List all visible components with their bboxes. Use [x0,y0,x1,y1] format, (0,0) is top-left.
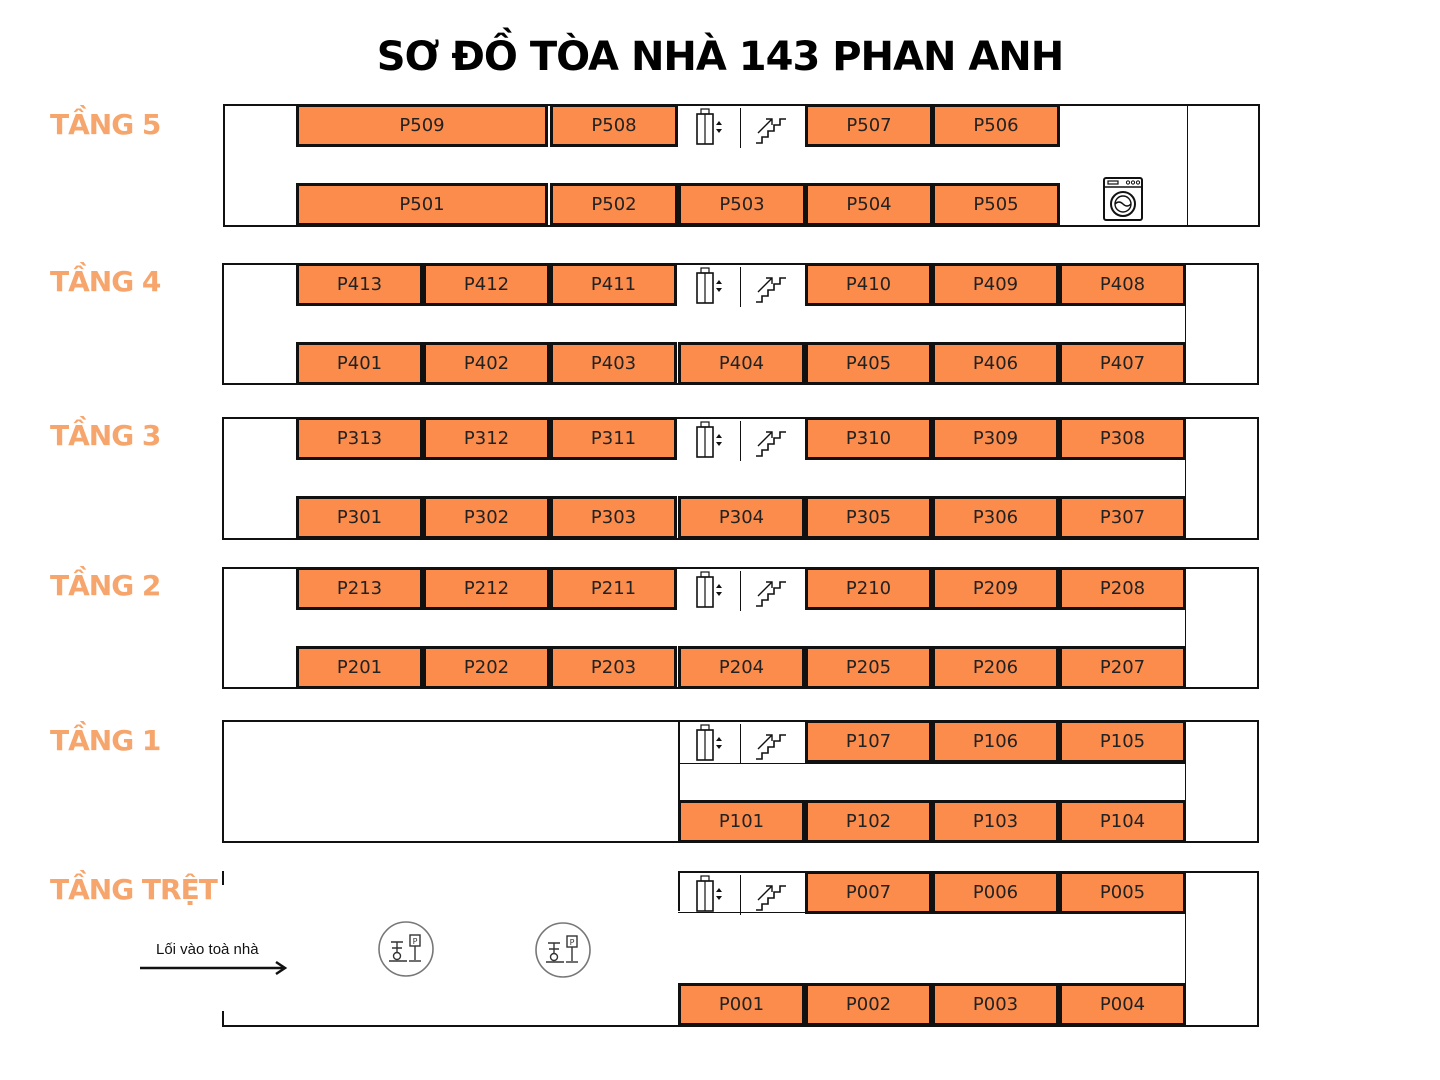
room-p207[interactable]: P207 [1059,646,1186,689]
room-p102[interactable]: P102 [805,800,932,843]
wall-line [678,720,680,762]
room-p208[interactable]: P208 [1059,567,1186,610]
wall-line [1258,104,1260,227]
wall-line [740,724,741,764]
room-p412[interactable]: P412 [423,263,550,306]
room-p504[interactable]: P504 [805,183,933,226]
room-p103[interactable]: P103 [932,800,1059,843]
room-p201[interactable]: P201 [296,646,423,689]
floor-label: TẦNG 5 [50,108,161,141]
room-p306[interactable]: P306 [932,496,1059,539]
room-p409[interactable]: P409 [932,263,1059,306]
elevator-icon [695,267,725,307]
room-p203[interactable]: P203 [550,646,677,689]
wall-line [678,763,1186,764]
stairs-icon [754,878,790,914]
wall-line [740,421,741,461]
room-p209[interactable]: P209 [932,567,1059,610]
room-p001[interactable]: P001 [678,983,805,1026]
svg-text:P: P [569,938,575,947]
room-p305[interactable]: P305 [805,496,932,539]
room-p311[interactable]: P311 [550,417,677,460]
room-p213[interactable]: P213 [296,567,423,610]
room-p005[interactable]: P005 [1059,871,1186,914]
room-p303[interactable]: P303 [550,496,677,539]
stairs-icon [754,424,790,460]
room-p211[interactable]: P211 [550,567,677,610]
room-p402[interactable]: P402 [423,342,550,385]
room-p501[interactable]: P501 [296,183,548,226]
room-p204[interactable]: P204 [678,646,805,689]
stairs-icon [754,727,790,763]
entrance-label: Lối vào toà nhà [156,941,259,958]
room-p002[interactable]: P002 [805,983,932,1026]
elevator-icon [695,108,725,148]
room-p408[interactable]: P408 [1059,263,1186,306]
room-p406[interactable]: P406 [932,342,1059,385]
room-p401[interactable]: P401 [296,342,423,385]
wall-line [1257,871,1259,1027]
wall-line [222,417,224,540]
room-p101[interactable]: P101 [678,800,805,843]
stairs-icon [754,111,790,147]
stairs-icon [754,574,790,610]
page-title: SƠ ĐỒ TÒA NHÀ 143 PHAN ANH [376,34,1064,80]
room-p107[interactable]: P107 [805,720,932,763]
wall-line [222,720,224,843]
room-p404[interactable]: P404 [678,342,805,385]
elevator-icon [695,724,725,764]
elevator-icon [695,571,725,611]
floor-label: TẦNG 4 [50,265,161,298]
room-p312[interactable]: P312 [423,417,550,460]
room-p505[interactable]: P505 [932,183,1060,226]
wall-line [222,871,224,885]
room-p104[interactable]: P104 [1059,800,1186,843]
motorbike-parking-icon [534,921,594,981]
wall-line [740,267,741,307]
room-p503[interactable]: P503 [678,183,806,226]
room-p308[interactable]: P308 [1059,417,1186,460]
room-p411[interactable]: P411 [550,263,677,306]
room-p508[interactable]: P508 [550,104,678,147]
room-p105[interactable]: P105 [1059,720,1186,763]
washing-machine-icon [1102,176,1144,222]
room-p003[interactable]: P003 [932,983,1059,1026]
entrance-arrow-icon [138,958,292,978]
room-p410[interactable]: P410 [805,263,932,306]
wall-line [1257,417,1259,540]
elevator-icon [695,875,725,915]
room-p302[interactable]: P302 [423,496,550,539]
wall-line [1257,263,1259,385]
wall-line [222,567,224,689]
wall-line [1257,567,1259,689]
floor-label: TẦNG 3 [50,419,161,452]
room-p307[interactable]: P307 [1059,496,1186,539]
floor-label: TẦNG 1 [50,724,161,757]
elevator-icon [695,421,725,461]
room-p106[interactable]: P106 [932,720,1059,763]
room-p407[interactable]: P407 [1059,342,1186,385]
room-p206[interactable]: P206 [932,646,1059,689]
stairs-icon [754,270,790,306]
room-p202[interactable]: P202 [423,646,550,689]
wall-line [740,875,741,915]
room-p405[interactable]: P405 [805,342,932,385]
room-p413[interactable]: P413 [296,263,423,306]
room-p509[interactable]: P509 [296,104,548,147]
room-p506[interactable]: P506 [932,104,1060,147]
svg-text:P: P [412,937,418,946]
room-p007[interactable]: P007 [805,871,932,914]
wall-line [222,263,224,385]
wall-line [1187,104,1188,226]
wall-line [1257,720,1259,843]
room-p507[interactable]: P507 [805,104,933,147]
wall-line [740,108,741,148]
room-p310[interactable]: P310 [805,417,932,460]
room-p403[interactable]: P403 [550,342,677,385]
room-p304[interactable]: P304 [678,496,805,539]
room-p212[interactable]: P212 [423,567,550,610]
wall-line [740,571,741,611]
room-p006[interactable]: P006 [932,871,1059,914]
floor-label: TẦNG 2 [50,569,161,602]
room-p301[interactable]: P301 [296,496,423,539]
room-p004[interactable]: P004 [1059,983,1186,1026]
floor-label: TẦNG TRỆT [50,873,217,906]
room-p205[interactable]: P205 [805,646,932,689]
wall-line [678,871,680,911]
room-p309[interactable]: P309 [932,417,1059,460]
room-p502[interactable]: P502 [550,183,678,226]
motorbike-parking-icon [377,920,437,980]
wall-line [223,104,225,227]
room-p313[interactable]: P313 [296,417,423,460]
room-p210[interactable]: P210 [805,567,932,610]
